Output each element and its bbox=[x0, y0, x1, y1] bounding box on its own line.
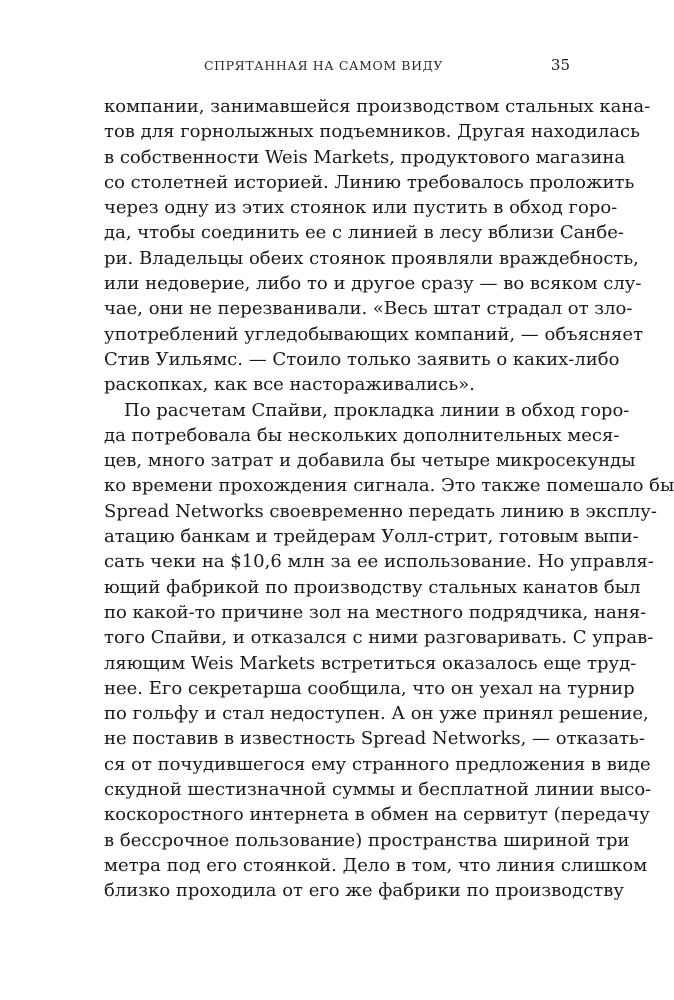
text-line: ся от почудившегося ему странного предложения в виде bbox=[104, 753, 651, 775]
text-line: ко времени прохождения сигнала. Это также помешало бы bbox=[104, 475, 674, 497]
text-line: раскопках, как все настораживались». bbox=[104, 374, 475, 396]
text-line: нее. Его секретарша сообщила, что он уехал на турнир bbox=[104, 677, 635, 699]
text-line: употреблений угледобывающих компаний, — объясняет bbox=[104, 323, 644, 345]
text-body bbox=[104, 94, 674, 904]
text-line: ри. Владельцы обеих стоянок проявляли враждебность, bbox=[104, 247, 639, 269]
text-line: того Спайви, и отказался с ними разговаривать. С управ- bbox=[104, 627, 654, 649]
text-line: со столетней историей. Линию требовалось проложить bbox=[104, 171, 635, 193]
running-title: СПРЯТАННАЯ НА САМОМ ВИДУ bbox=[204, 58, 443, 73]
text-line: атацию банкам и трейдерам Уолл-стрит, готовым выпи- bbox=[104, 526, 639, 548]
text-line: через одну из этих стоянок или пустить в обход горо- bbox=[104, 197, 618, 219]
text-line: сать чеки на $10,6 млн за ее использование. Но управля- bbox=[104, 551, 654, 573]
text-line: коскоростного интернета в обмен на сервитут (передачу bbox=[104, 804, 650, 826]
text-line: близко проходила от его же фабрики по производству bbox=[104, 880, 624, 902]
text-line: цев, много затрат и добавила бы четыре микросекунды bbox=[104, 450, 636, 472]
page-number: 35 bbox=[550, 56, 570, 74]
text-line: тов для горнолыжных подъемников. Другая находилась bbox=[104, 121, 640, 143]
text-line: в бессрочное пользование) пространства шириной три bbox=[104, 829, 630, 851]
text-line: Стив Уильямс. — Стоило только заявить о каких-либо bbox=[104, 348, 620, 370]
text-line: чае, они не перезванивали. «Весь штат страдал от зло- bbox=[104, 298, 633, 320]
text-line: По расчетам Спайви, прокладка линии в обход горо- bbox=[124, 399, 630, 421]
text-line: компании, занимавшейся производством стальных кана- bbox=[104, 96, 651, 117]
text-line: скудной шестизначной суммы и бесплатной линии высо- bbox=[104, 779, 652, 801]
text-line: метра под его стоянкой. Дело в том, что линия слишком bbox=[104, 854, 648, 876]
text-line: ющий фабрикой по производству стальных канатов был bbox=[104, 576, 641, 598]
text-line: или недоверие, либо то и другое сразу — во всяком слу- bbox=[104, 273, 642, 295]
text-line: по гольфу и стал недоступен. А он уже принял решение, bbox=[104, 703, 649, 725]
paragraph bbox=[104, 94, 651, 398]
text-line: в собственности Weis Markets, продуктового магазина bbox=[104, 146, 626, 168]
running-head bbox=[104, 56, 570, 76]
text-line: Spread Networks своевременно передать линию в эксплу- bbox=[104, 500, 657, 522]
text-line: не поставив в известность Spread Networks, — отказать- bbox=[104, 728, 645, 750]
text-line: по какой-то причине зол на местного подрядчика, наня- bbox=[104, 601, 647, 623]
paragraph bbox=[104, 398, 674, 904]
text-line: да, чтобы соединить ее с линией в лесу вблизи Санбе- bbox=[104, 222, 624, 244]
text-line: ляющим Weis Markets встретиться оказалось еще труд- bbox=[104, 652, 637, 674]
text-line: да потребовала бы нескольких дополнительных меся- bbox=[104, 424, 620, 446]
